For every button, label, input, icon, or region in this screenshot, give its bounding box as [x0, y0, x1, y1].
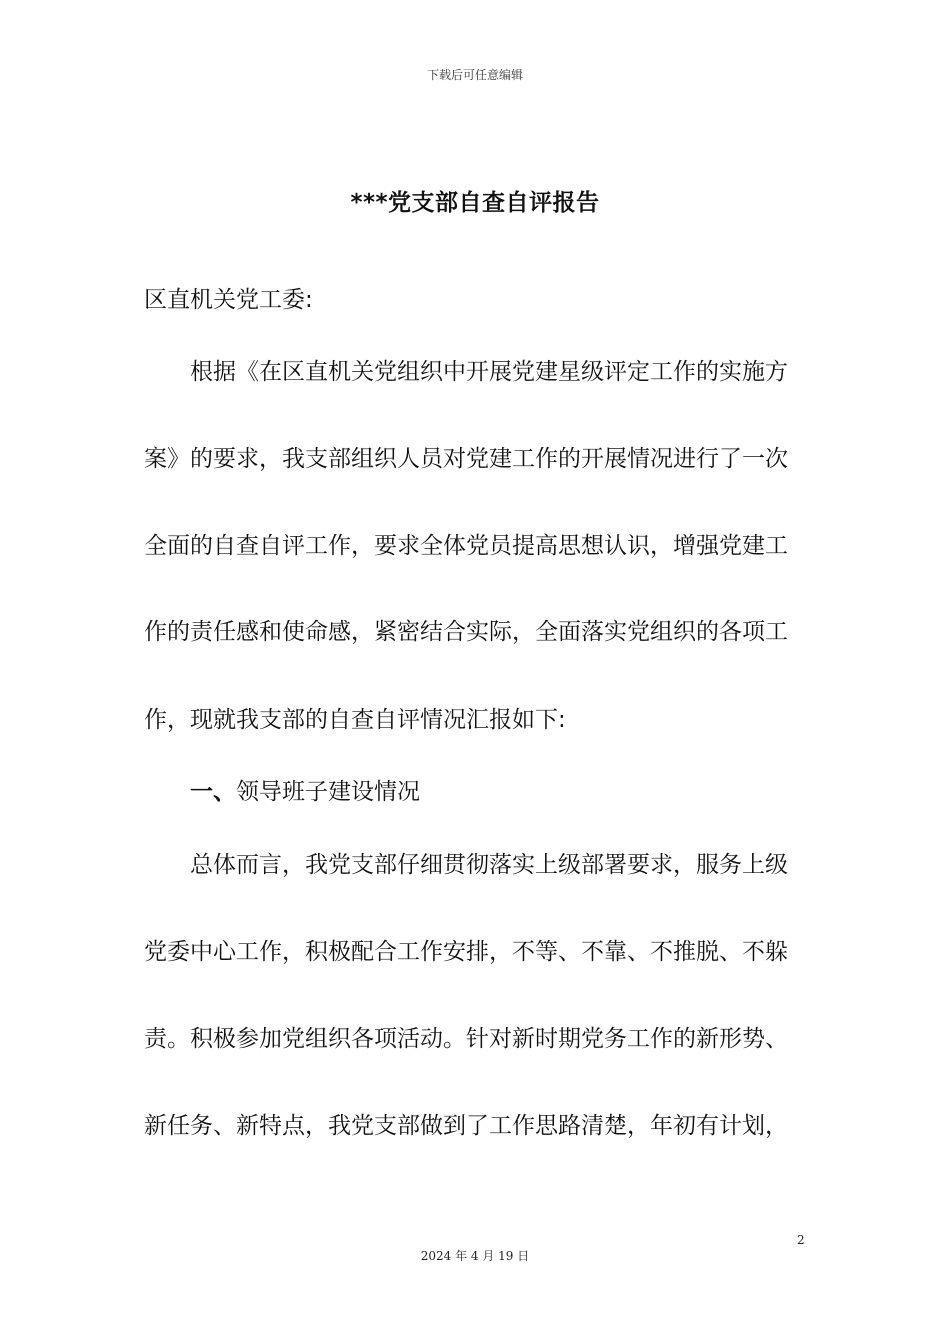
paragraph1-line-4: 作的责任感和使命感，紧密结合实际，全面落实党组织的各项工 [144, 619, 788, 645]
header-note: 下载后可任意编辑 [426, 68, 523, 82]
document-title: ***党支部自查自评报告 [350, 190, 600, 216]
paragraph1-line-5: 作，现就我支部的自查自评情况汇报如下: [144, 707, 566, 733]
paragraph2-line-1: 总体而言，我党支部仔细贯彻落实上级部署要求，服务上级 [144, 852, 788, 878]
section-heading-1 [190, 775, 420, 809]
paragraph1-line-1: 根据《在区直机关党组织中开展党建星级评定工作的实施方 [144, 359, 788, 385]
section-title: 领导班子建设情况 [236, 779, 420, 805]
page-number: 2 [797, 1233, 805, 1247]
paragraph1-line-3: 全面的自查自评工作，要求全体党员提高思想认识，增强党建工 [144, 533, 788, 559]
paragraph2-line-3: 责。积极参加党组织各项活动。针对新时期党务工作的新形势、 [144, 1026, 788, 1052]
section-number: 一、 [190, 779, 236, 805]
salutation: 区直机关党工委: [144, 287, 313, 313]
footer-date: 2024 年 4 月 19 日 [420, 1249, 530, 1263]
paragraph2-line-2: 党委中心工作，积极配合工作安排，不等、不靠、不推脱、不躲 [144, 939, 788, 965]
paragraph2-line-4: 新任务、新特点，我党支部做到了工作思路清楚，年初有计划， [144, 1113, 788, 1139]
paragraph1-line-2: 案》的要求，我支部组织人员对党建工作的开展情况进行了一次 [144, 446, 788, 472]
